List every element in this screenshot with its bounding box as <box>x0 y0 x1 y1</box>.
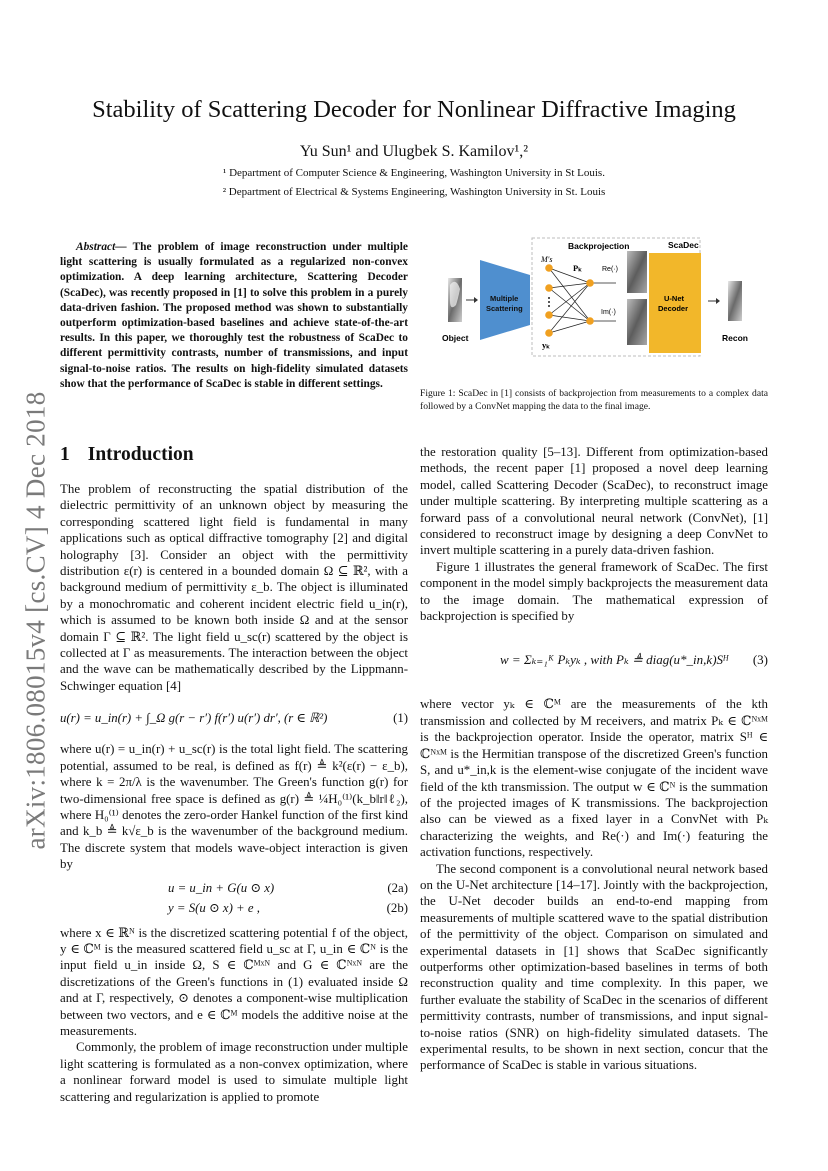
equation-2b <box>60 899 408 919</box>
input-node <box>545 311 553 319</box>
scadec-label: ScaDec <box>668 240 699 250</box>
multiple-label: Multiple <box>490 294 519 303</box>
unet-decoder-block <box>649 253 701 353</box>
intro-paragraph-3: where x ∈ ℝᴺ is the discretized scattering potential f of the object, y ∈ ℂᴹ is the measured scattered field u_sc at Γ, u_in ∈ ℂᴺ is the input field u_in inside Ω, S ∈ ℂᴹˣᴺ and G ∈ ℂᴺˣᴺ are the discretizations of the Green's functions in (1) evaluated inside Ω and at Γ, respectively, ⊙ denotes a component-wise multiplication between two vectors, and e ∈ ℂᴹ models the additive noise at the measurements. <box>60 925 408 1038</box>
equation-2a-number: (2a) <box>387 881 408 896</box>
output-node <box>586 317 594 325</box>
ms-label: M's <box>541 255 553 264</box>
pk-label: Pₖ <box>573 263 582 273</box>
abstract <box>60 240 408 392</box>
imag-part-image <box>627 299 647 345</box>
scadec-diagram <box>420 233 768 363</box>
input-node <box>545 264 553 272</box>
affiliation-1: ¹ Department of Computer Science & Engineering, Washington University in St Louis. <box>223 167 605 179</box>
intro-paragraph-1: The problem of reconstructing the spatial distribution of the dielectric permittivity of an unknown object by measuring the corresponding scattered light field is fundamental in many applications such as optical diffractive tomography [2] and digital holography [3]. Consider an object with the permittivity distribution ε(r) is centered in a bounded domain Ω ⊆ ℝ², with a background medium of permittivity ε_b. The object is illuminated by a monochromatic and coherent incident electric field u_in(r), which is assumed to be known both inside Ω and at the sensor domain Γ ⊆ ℝ². The light field u_sc(r) scattered by the object is collected at Γ as measurements. The interaction between the object and the wave can be mathematically described by the Lippmann-Schwinger equation [4] <box>60 482 408 693</box>
unet-label: U-Net <box>664 294 684 303</box>
output-node <box>586 279 594 287</box>
scattering-label: Scattering <box>486 304 523 313</box>
equation-1-number: (1) <box>393 711 408 726</box>
section-title: Introduction <box>87 444 194 465</box>
equation-2b-body: y = S(u ⊙ x) + e , <box>168 901 260 916</box>
re-label: Re(·) <box>602 266 618 273</box>
right-paragraph-2: Figure 1 illustrates the general framework of ScaDec. The first component in the model simply backprojects the measurement data to the image domain. The mathematical expression of backprojection is specified by <box>420 559 768 624</box>
input-node <box>545 284 553 292</box>
backprojection-label: Backprojection <box>568 241 630 251</box>
equation-2a <box>60 879 408 899</box>
equation-2a-body: u = u_in + G(u ⊙ x) <box>168 881 275 896</box>
arxiv-stamp <box>16 370 56 870</box>
abstract-lead: Abstract— <box>76 241 127 253</box>
yk-label: yₖ <box>542 340 550 350</box>
right-paragraph-3: where vector yₖ ∈ ℂᴹ are the measurements of the kth transmission and collected by M receivers, and matrix Pₖ ∈ ℂᴺˣᴹ is the backprojection operator. Inside the operator, matrix Sᴴ ∈ ℂᴺˣᴹ is the Hermitian transpose of the discretized Green's function S, and u*_in,k is the element-wise conjugate of the incident wave field of the kth transmission. The output w ∈ ℂᴺ is the summation of the projected images of K transmissions. The backprojection also can be viewed as a fixed layer in a ConvNet with Pₖ characterizing the weights, and Re(·) and Im(·) featuring the activation functions, respectively. <box>420 697 768 860</box>
im-label: Im(·) <box>601 309 616 316</box>
input-node <box>545 329 553 337</box>
section-number: 1 <box>60 444 70 465</box>
equation-3 <box>420 632 768 688</box>
right-paragraph-1: the restoration quality [5–13]. Different from optimization-based methods, the recent paper [1] proposed a novel deep learning model, called Scattering Decoder (ScaDec), to reconstruct image under multiple scattering. By interpreting multiple scattering as a forward pass of a convolutional neural network (ConvNet), [1] considered to reconstruct image by designing a deep ConvNet to invert multiple scattering in a purely data-driven fashion. <box>420 445 768 558</box>
equation-3-body: w = Σₖ₌₁ᴷ Pₖyₖ , with Pₖ ≜ diag(u*_in,k)Sᴴ <box>500 652 728 668</box>
recon-label: Recon <box>722 333 748 343</box>
object-label: Object <box>442 333 469 343</box>
equation-1 <box>60 699 408 737</box>
equation-1-body: u(r) = u_in(r) + ∫_Ω g(r − r′) f(r′) u(r′) dr′, (r ∈ ℝ²) <box>60 711 328 726</box>
right-column <box>420 444 768 1074</box>
right-paragraph-4: The second component is a convolutional neural network based on the U-Net architecture [14–17]. Jointly with the backprojection, the U-Net decoder builds an end-to-end mapping from measurements of multiple scattered wave to the spatial distribution of the permittivity of the object. Comparison on simulated and experimental datasets in [1] shows that ScaDec significantly outperforms other optimization-based baselines in terms of both reconstruction quality and time complexity. In this paper, we further evaluate the stability of ScaDec in the scenarios of different permittivity contrasts, number of transmissions, and input signal-to-noise ratios (SNR) on high-fidelity simulated datasets. The experimental results, to be shown in next section, concur that the performance of ScaDec is stable in various situations. <box>420 861 768 1073</box>
paper-authors: Yu Sun¹ and Ulugbek S. Kamilov¹,² <box>299 143 529 160</box>
paper-title: Stability of Scattering Decoder for Nonlinear Diffractive Imaging <box>92 96 736 123</box>
affiliation-2: ² Department of Electrical & Systems Engineering, Washington University in St. Louis <box>222 186 606 198</box>
equation-2b-number: (2b) <box>386 901 408 916</box>
figure-1 <box>420 233 768 363</box>
abstract-text: The problem of image reconstruction under multiple light scattering is usually formulated as a regularized non-convex optimization. A deep learning architecture, Scattering Decoder (ScaDec), was recently proposed in [1] to solve this problem in a purely data-driven fashion. The proposed method was shown to substantially outperform optimization-based baselines and achieve state-of-the-art results. In this paper, we thoroughly test the robustness of ScaDec to different permittivity contrasts, number of transmissions, and input signal-to-noise ratios. The results on high-fidelity simulated datasets show that the performance of ScaDec is stable in different settings. <box>60 241 408 390</box>
recon-image <box>728 281 742 321</box>
intro-paragraph-4: Commonly, the problem of image reconstruction under multiple light scattering is formulated as a non-convex optimization, where a nonlinear forward model is used to simulate multiple light scattering and regularization is applied to promote <box>60 1040 408 1104</box>
real-part-image <box>627 251 647 293</box>
figure-caption: Figure 1: ScaDec in [1] consists of backprojection from measurements to a complex data followed by a ConvNet mapping the data to the final image. <box>420 388 768 412</box>
intro-paragraph-2: where u(r) = u_in(r) + u_sc(r) is the total light field. The scattering potential, assumed to be real, is defined as f(r) ≜ k²(ε(r) − ε_b), where k = 2π/λ is the wavenumber. The Green's function g(r) for two-dimensional free space is defined as g(r) ≜ ¼H₀⁽¹⁾(k_b‖r‖ℓ₂), where H₀⁽¹⁾ denotes the zero-order Hankel function of the first kind and k_b ≜ k√ε_b is the wavenumber of the background medium. The discrete system that models wave-object interaction is given by <box>60 742 408 872</box>
decoder-label: Decoder <box>658 304 689 313</box>
left-column <box>60 481 408 1105</box>
section-heading <box>60 444 194 466</box>
arxiv-stamp-text: arXiv:1806.08015v4 [cs.CV] 4 Dec 2018 <box>20 390 51 850</box>
network-edges <box>549 268 616 333</box>
equation-3-number: (3) <box>752 652 768 668</box>
